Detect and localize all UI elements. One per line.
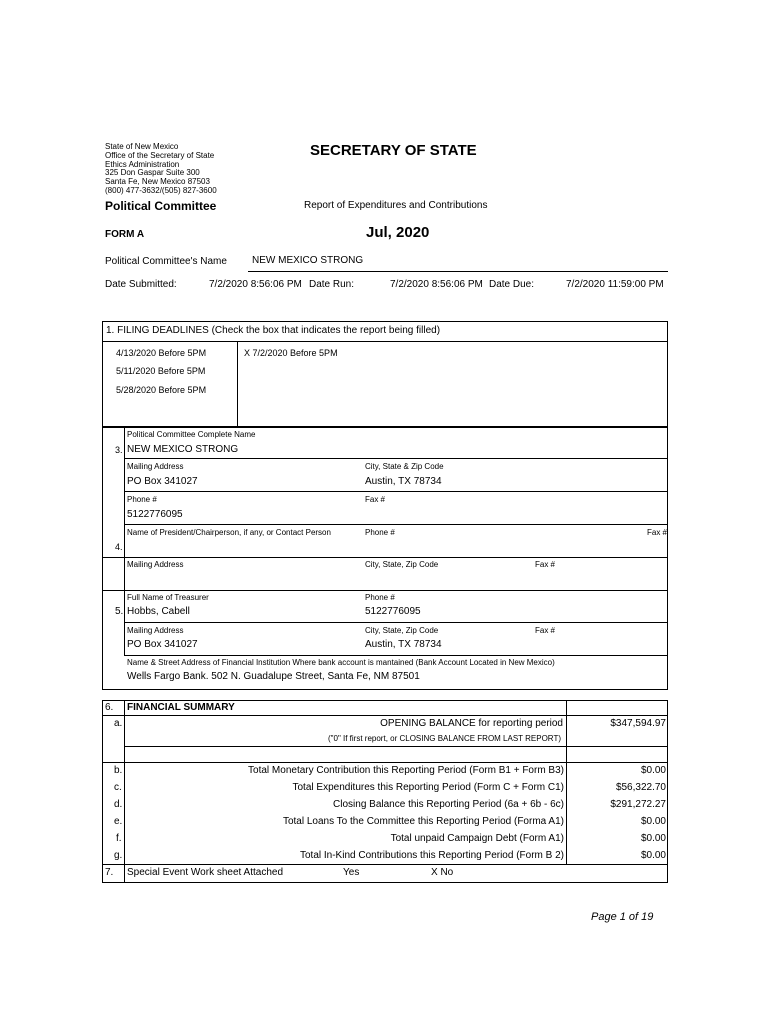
bank-label: Name & Street Address of Financial Institution Where bank account is mantained (Bank Account Located in New Mexico): [127, 658, 555, 667]
treasurer-mailing-value: PO Box 341027: [127, 639, 198, 650]
row-label: Total In-Kind Contributions this Reporting Period (Form B 2): [299, 850, 564, 861]
address-line: 325 Don Gaspar Suite 300: [105, 168, 200, 178]
row-label: Closing Balance this Reporting Period (6a + 6b - 6c): [333, 799, 564, 810]
date-run-value: 7/2/2020 8:56:06 PM: [390, 279, 483, 290]
row-label: Total unpaid Campaign Debt (Form A1): [390, 833, 564, 844]
row-value: $0.00: [640, 833, 666, 844]
contact-fax-label: Fax #: [647, 528, 668, 537]
row-label: Total Loans To the Committee this Reporting Period (Forma A1): [282, 816, 564, 827]
row-letter: f.: [116, 833, 122, 844]
opening-letter: a.: [114, 718, 123, 729]
row-label: Total Expenditures this Reporting Period (Form C + Form C1): [292, 782, 564, 793]
divider: [124, 655, 668, 656]
divider: [124, 524, 668, 525]
divider: [102, 557, 668, 558]
phone-label: Phone #: [127, 495, 157, 504]
summary-letter-column: [124, 700, 125, 883]
deadline-option[interactable]: 4/13/2020 Before 5PM: [116, 348, 207, 358]
bank-value: Wells Fargo Bank. 502 N. Guadalupe Street, Santa Fe, NM 87501: [127, 671, 420, 682]
opening-balance-label: OPENING BALANCE for reporting period: [380, 718, 563, 729]
deadline-option[interactable]: 5/11/2020 Before 5PM: [116, 366, 206, 376]
agency-address: [105, 143, 217, 196]
phone-value: 5122776095: [127, 509, 183, 520]
date-submitted-label: Date Submitted:: [105, 279, 177, 290]
agency-title: SECRETARY OF STATE: [310, 142, 477, 159]
row-value: $0.00: [640, 765, 666, 776]
treasurer-name-value: Hobbs, Cabell: [127, 606, 190, 617]
city-state-zip-value: Austin, TX 78734: [365, 476, 442, 487]
section-5-number: 5.: [115, 606, 124, 617]
date-run-label: Date Run:: [309, 279, 355, 290]
filing-column-divider: [237, 341, 238, 427]
row-letter: b.: [114, 765, 123, 776]
opening-balance-note: ("0" If first report, or CLOSING BALANCE FROM LAST REPORT): [328, 734, 561, 743]
row-value: $0.00: [640, 850, 666, 861]
mailing-address-label: Mailing Address: [127, 462, 184, 471]
divider: [102, 590, 668, 591]
date-submitted-value: 7/2/2020 8:56:06 PM: [209, 279, 302, 290]
row-letter: g.: [114, 850, 123, 861]
row-value: $56,322.70: [615, 782, 666, 793]
section-3-number: 3.: [115, 445, 123, 455]
divider: [124, 746, 668, 747]
number-column-divider: [124, 427, 125, 655]
section-4-number: 4.: [115, 542, 123, 552]
address-line: Santa Fe, New Mexico 87503: [105, 177, 210, 187]
filing-deadlines-heading: 1. FILING DEADLINES (Check the box that indicates the report being filled): [106, 325, 441, 336]
city-state-zip-label: City, State & Zip Code: [365, 462, 444, 471]
section-7-number: 7.: [105, 867, 114, 878]
divider: [124, 458, 668, 459]
committee-full-name-value: NEW MEXICO STRONG: [127, 444, 239, 455]
contact-city-label: City, State, Zip Code: [365, 560, 439, 569]
row-letter: d.: [114, 799, 123, 810]
divider: [124, 491, 668, 492]
divider: [102, 762, 668, 763]
special-event-label: Special Event Work sheet Attached: [127, 867, 284, 878]
date-due-label: Date Due:: [489, 279, 535, 290]
page-number: Page 1 of 19: [591, 911, 654, 923]
fax-label: Fax #: [365, 495, 386, 504]
opening-balance-value: $347,594.97: [610, 718, 666, 729]
filing-header-divider: [102, 341, 668, 342]
summary-value-column: [566, 700, 567, 865]
treasurer-city-value: Austin, TX 78734: [365, 639, 442, 650]
deadline-option-selected[interactable]: X 7/2/2020 Before 5PM: [244, 348, 338, 358]
special-event-yes[interactable]: Yes: [343, 867, 360, 878]
committee-type: Political Committee: [105, 199, 217, 213]
mailing-address-value: PO Box 341027: [127, 476, 198, 487]
row-value: $0.00: [640, 816, 666, 827]
row-letter: c.: [114, 782, 122, 793]
address-line: Ethics Administration: [105, 159, 180, 169]
treasurer-fax-label: Fax #: [535, 626, 556, 635]
treasurer-phone-label: Phone #: [365, 593, 395, 602]
divider: [124, 622, 668, 623]
financial-summary-heading: FINANCIAL SUMMARY: [127, 702, 235, 713]
contact-phone-label: Phone #: [365, 528, 395, 537]
row-letter: e.: [114, 816, 123, 827]
special-event-no[interactable]: X No: [431, 867, 454, 878]
report-title: Report of Expenditures and Contributions: [304, 200, 488, 211]
row-value: $291,272.27: [610, 799, 666, 810]
date-due-value: 7/2/2020 11:59:00 PM: [566, 279, 664, 290]
contact-mailing-label: Mailing Address: [127, 560, 184, 569]
treasurer-mailing-label: Mailing Address: [127, 626, 184, 635]
row-label: Total Monetary Contribution this Reporting Period (Form B1 + Form B3): [248, 765, 564, 776]
treasurer-phone-value: 5122776095: [365, 606, 421, 617]
divider: [102, 715, 668, 716]
report-period: Jul, 2020: [366, 224, 430, 241]
form-label: FORM A: [105, 229, 145, 240]
section-6-number: 6.: [105, 702, 114, 713]
deadline-option[interactable]: 5/28/2020 Before 5PM: [116, 385, 207, 395]
committee-name-value: NEW MEXICO STRONG: [252, 255, 364, 266]
address-line: State of New Mexico: [105, 142, 179, 151]
committee-full-name-label: Political Committee Complete Name: [127, 430, 256, 439]
treasurer-name-label: Full Name of Treasurer: [127, 593, 209, 602]
address-line: (800) 477-3632/(505) 827-3600: [105, 185, 217, 195]
committee-name-label: Political Committee's Name: [105, 256, 227, 267]
committee-name-underline: [248, 271, 668, 272]
address-line: Office of the Secretary of State: [105, 150, 215, 160]
treasurer-city-label: City, State, Zip Code: [365, 626, 439, 635]
contact-person-label: Name of President/Chairperson, if any, or Contact Person: [127, 528, 331, 537]
divider: [102, 864, 668, 865]
contact-fax2-label: Fax #: [535, 560, 556, 569]
